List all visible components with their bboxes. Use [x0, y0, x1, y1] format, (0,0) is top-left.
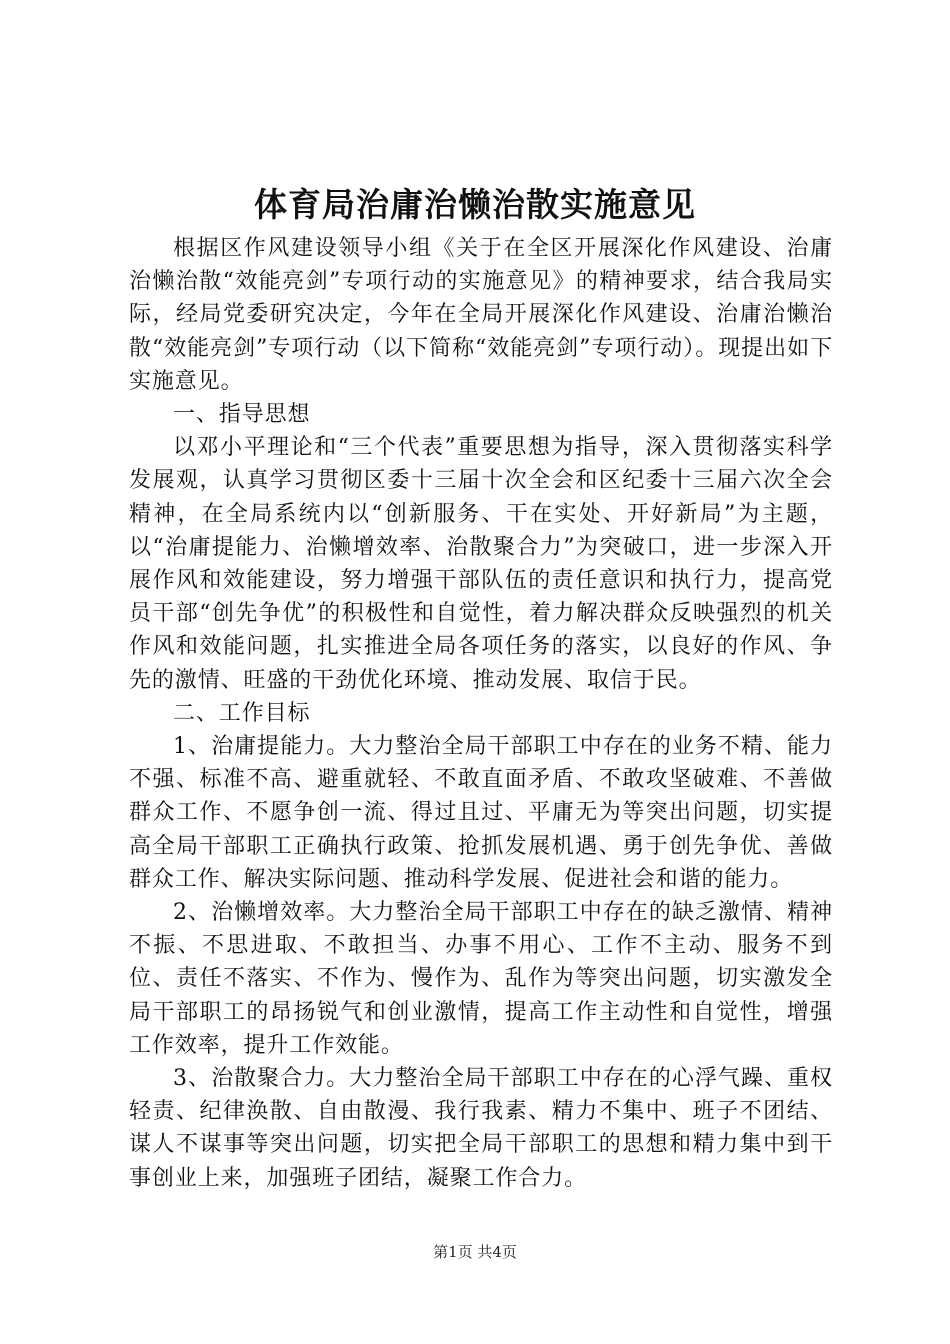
document-title: 体育局治庸治懒治散实施意见 [254, 185, 696, 224]
goal-paragraph-1: 1、治庸提能力。大力整治全局干部职工中存在的业务不精、能力不强、标准不高、避重就轻、不敢直面矛盾、不敢攻坚破难、不善做群众工作、不愿争创一流、得过且过、平庸无为等突出问题，切实提高全局干部职工正确执行政策、抢抓发展机遇、勇于创先争优、善做群众工作、解决实际问题、推动科学发展、促进社会和谐的能力。 [129, 734, 833, 892]
section-heading-guiding-ideology: 一、指导思想 [173, 402, 311, 428]
goal-paragraph-2: 2、治懒增效率。大力整治全局干部职工中存在的缺乏激情、精神不振、不思进取、不敢担当、办事不用心、工作不主动、服务不到位、责任不落实、不作为、慢作为、乱作为等突出问题，切实激发全局干部职工的昂扬锐气和创业激情，提高工作主动性和自觉性，增强工作效率，提升工作效能。 [129, 900, 833, 1058]
page-footer: 第1页 共4页 [433, 1243, 517, 1261]
goal-paragraph-3: 3、治散聚合力。大力整治全局干部职工中存在的心浮气躁、重权轻责、纪律涣散、自由散漫、我行我素、精力不集中、班子不团结、谋人不谋事等突出问题，切实把全局干部职工的思想和精力集中到干事创业上来，加强班子团结，凝聚工作合力。 [129, 1066, 833, 1191]
section-heading-work-goals: 二、工作目标 [173, 700, 311, 726]
guiding-ideology-paragraph: 以邓小平理论和“三个代表”重要思想为指导，深入贯彻落实科学发展观，认真学习贯彻区委十三届十次全会和区纪委十三届六次全会精神，在全局系统内以“创新服务、干在实处、开好新局”为主题，以“治庸提能力、治懒增效率、治散聚合力”为突破口，进一步深入开展作风和效能建设，努力增强干部队伍的责任意识和执行力，提高党员干部“创先争优”的积极性和自觉性，着力解决群众反映强烈的机关作风和效能问题，扎实推进全局各项任务的落实，以良好的作风、争先的激情、旺盛的干劲优化环境、推动发展、取信于民。 [129, 435, 833, 693]
document-body [129, 232, 833, 1195]
intro-paragraph: 根据区作风建设领导小组《关于在全区开展深化作风建设、治庸治懒治散“效能亮剑”专项行动的实施意见》的精神要求，结合我局实际，经局党委研究决定，今年在全局开展深化作风建设、治庸治懒治散“效能亮剑”专项行动（以下简称“效能亮剑”专项行动）。现提出如下实施意见。 [129, 236, 833, 394]
